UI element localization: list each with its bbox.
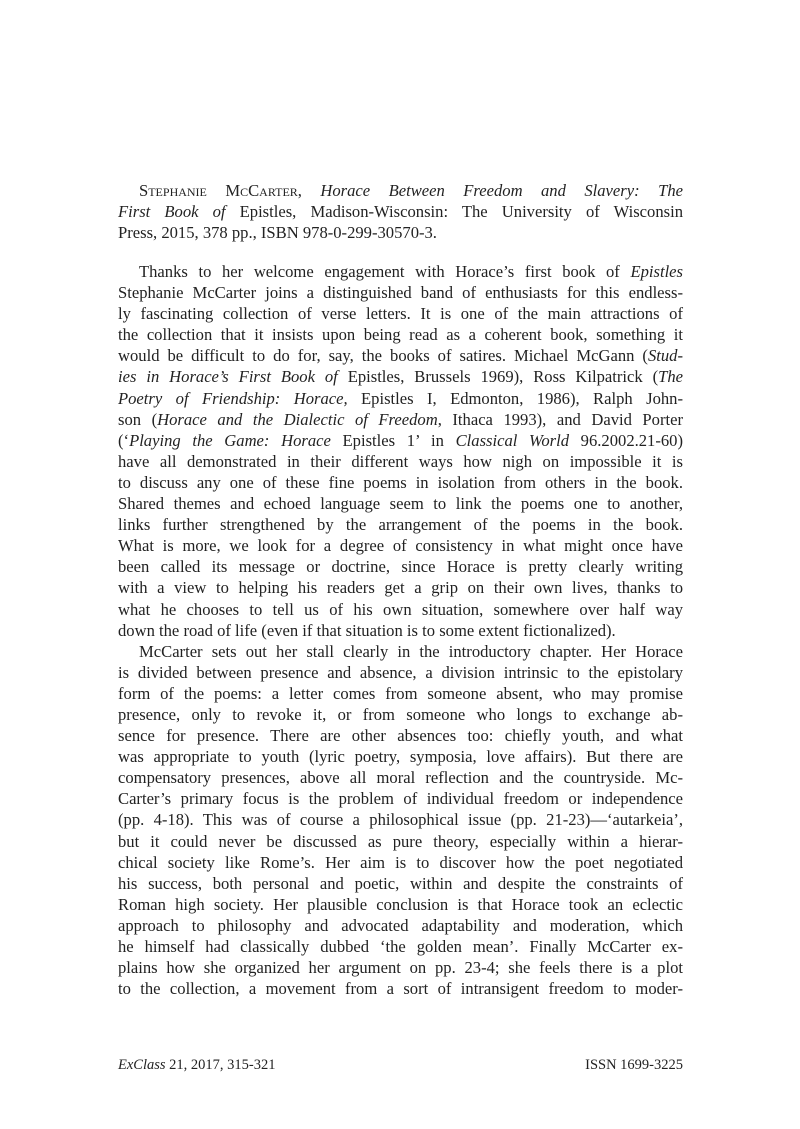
- bibliographic-header: [118, 180, 683, 243]
- text-run: compensatory presences, above all moral reflection and the countryside. Mc-: [118, 768, 683, 788]
- text-run: Epistles, Brussels 1969), Ross Kilpatrick (: [337, 367, 659, 387]
- text-run: he himself had classically dubbed ‘the golden mean’. Finally McCarter ex-: [118, 937, 683, 956]
- body-line: [118, 472, 683, 493]
- text-run: but it could never be discussed as pure theory, especially within a hierar-: [118, 831, 683, 851]
- body-line: [118, 620, 683, 641]
- body-line: [118, 514, 683, 535]
- text-run: Thanks to her welcome engagement with Horace’s first book of: [139, 262, 631, 281]
- body-line: [118, 746, 683, 767]
- italic-text: Horace and the Dialectic of Freedom: [157, 409, 438, 429]
- italic-text: First Book of: [118, 202, 226, 222]
- body-line: [118, 704, 683, 725]
- journal-volume: 21, 2017, 315-321: [165, 1057, 276, 1073]
- text-run: been called its message or doctrine, since Horace is pretty clearly writing: [118, 557, 683, 577]
- footer-issn: ISSN 1699-3225: [585, 1057, 683, 1073]
- text-run: what he chooses to tell us of his own situation, somewhere over half way: [118, 599, 683, 619]
- italic-text: Stud-: [647, 346, 683, 366]
- italic-text: Playing the Game: Horace: [129, 430, 331, 450]
- text-run: ,: [297, 181, 321, 200]
- body-line: [118, 852, 683, 873]
- body-line: [118, 261, 683, 282]
- body-line: [118, 894, 683, 915]
- italic-text: ies in Horace’s First Book of: [118, 367, 338, 387]
- text-run: Epistles I, Edmonton, 1986), Ralph John-: [347, 388, 683, 408]
- body-line: [118, 556, 683, 577]
- body-line: [118, 577, 683, 598]
- italic-text: The: [658, 367, 684, 387]
- text-run: ly fascinating collection of verse letters. It is one of the main attractions of: [118, 304, 683, 324]
- text-run: sence for presence. There are other absences too: chiefly youth, and what: [118, 726, 683, 746]
- italic-text: Epistles: [630, 262, 683, 281]
- footer-citation: [118, 1057, 276, 1074]
- body-line: [118, 725, 683, 746]
- body-line: [118, 303, 683, 324]
- text-run: to discuss any one of these fine poems in isolation from others in the book.: [118, 472, 683, 492]
- body-line: [118, 430, 683, 451]
- text-run: Shared themes and echoed language seem to link the poems one to another,: [118, 494, 683, 514]
- body-line: [118, 641, 683, 662]
- text-run: presence, only to revoke it, or from someone who longs to exchange ab-: [118, 704, 683, 724]
- body-line: [118, 366, 683, 387]
- text-run: with a view to helping his readers get a grip on their own lives, thanks to: [118, 578, 683, 598]
- body-line: [118, 767, 683, 788]
- header-line: [118, 180, 683, 201]
- text-run: McCarter sets out her stall clearly in the introductory chapter. Her Horace: [139, 641, 683, 661]
- body-line: [118, 282, 683, 303]
- body-line: [118, 493, 683, 514]
- text-run: form of the poems: a letter comes from someone absent, who may promise: [118, 683, 683, 703]
- text-run: (pp. 4-18). This was of course a philosophical issue (pp. 21-23)—‘autarkeia’,: [118, 810, 683, 830]
- text-run: have all demonstrated in their different ways how nigh on impossible it is: [118, 451, 683, 471]
- text-run: , Ithaca 1993), and David Porter: [437, 409, 683, 429]
- body-line: [118, 451, 683, 472]
- text-run: down the road of life (even if that situation is to some extent fictionalized).: [118, 620, 616, 640]
- text-run: Epistles 1’ in: [330, 430, 456, 450]
- text-run: his success, both personal and poetic, within and despite the constraints of: [118, 873, 683, 893]
- body-line: [118, 345, 683, 366]
- body-line: [118, 599, 683, 620]
- body-line: [118, 957, 683, 978]
- text-run: 96.2002.21-60): [569, 430, 684, 450]
- text-run: Epistles, Madison-Wisconsin: The University of Wisconsin: [225, 202, 683, 222]
- body-line: [118, 409, 683, 430]
- body-line: [118, 324, 683, 345]
- text-run: What is more, we look for a degree of consistency in what might once have: [118, 536, 683, 556]
- text-run: links further strengthened by the arrangement of the poems in the book.: [118, 515, 683, 535]
- body-line: [118, 831, 683, 852]
- italic-text: Horace Between Freedom and Slavery: The: [320, 181, 683, 200]
- body-line: [118, 388, 683, 409]
- body-line: [118, 535, 683, 556]
- body-line: [118, 936, 683, 957]
- text-run: was appropriate to youth (lyric poetry, symposia, love affairs). But there are: [118, 747, 683, 767]
- text-run: Press, 2015, 378 pp., ISBN 978-0-299-30570-3.: [118, 223, 437, 243]
- body-line: [118, 683, 683, 704]
- italic-text: Poetry of Friendship: Horace,: [118, 388, 348, 408]
- body-line: [118, 873, 683, 894]
- text-run: Stephanie McCarter joins a distinguished band of enthusiasts for this endless-: [118, 283, 683, 303]
- text-run: Roman high society. Her plausible conclusion is that Horace took an eclectic: [118, 894, 683, 914]
- text-run: son (: [118, 409, 158, 429]
- review-body: [118, 261, 683, 999]
- text-run: approach to philosophy and advocated adaptability and moderation, which: [118, 915, 683, 935]
- body-line: [118, 809, 683, 830]
- body-line: [118, 788, 683, 809]
- text-run: is divided between presence and absence, a division intrinsic to the epistolary: [118, 662, 683, 682]
- page-footer: [118, 1057, 683, 1074]
- header-line: [118, 201, 683, 222]
- body-line: [118, 978, 683, 999]
- text-run: to the collection, a movement from a sort of intransigent freedom to moder-: [118, 979, 683, 999]
- body-line: [118, 662, 683, 683]
- header-line: [118, 222, 683, 243]
- text-run: the collection that it insists upon being read as a coherent book, something it: [118, 325, 683, 345]
- author-name: Stephanie McCarter: [139, 181, 298, 200]
- journal-name: ExClass: [118, 1057, 166, 1073]
- text-run: would be difficult to do for, say, the books of satires. Michael McGann (: [118, 346, 648, 366]
- text-run: chical society like Rome’s. Her aim is to discover how the poet negotiated: [118, 852, 683, 872]
- text-run: plains how she organized her argument on pp. 23-4; she feels there is a plot: [118, 958, 683, 978]
- text-run: (‘: [118, 430, 130, 450]
- italic-text: Classical World: [455, 430, 570, 450]
- text-run: Carter’s primary focus is the problem of individual freedom or independence: [118, 789, 683, 809]
- body-line: [118, 915, 683, 936]
